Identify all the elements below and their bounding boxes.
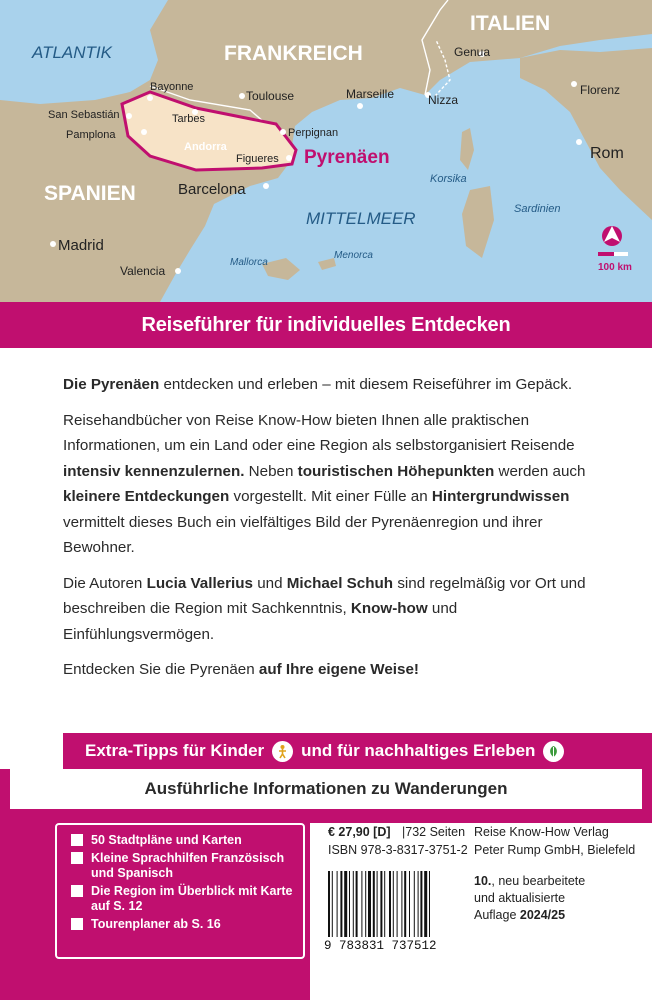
barcode-number: 9 783831 737512 — [324, 939, 468, 953]
city-perpignan: Perpignan — [288, 127, 339, 139]
paragraph-3: Die Autoren Lucia Vallerius und Michael Schuh sind regelmäßig vor Ort und beschreiben die Region mit Sachkenntnis, Know-how und Einfühlungsvermögen. — [63, 574, 586, 643]
checkbox-icon — [71, 885, 83, 897]
city-rom: Rom — [590, 145, 624, 162]
island-menorca: Menorca — [334, 250, 373, 261]
publisher-address: Peter Rump GmbH, Bielefeld — [474, 843, 636, 857]
publication-info — [310, 823, 652, 1000]
extra-tips-sustainable: und für nachhaltiges Erleben — [301, 741, 536, 760]
edition-line-1: 10., neu bearbeitete — [474, 874, 586, 888]
isbn: ISBN 978-3-8317-3751-2 — [328, 843, 468, 857]
hiking-banner: Ausführliche Informationen zu Wanderungen — [10, 769, 642, 809]
feature-item: Tourenplaner ab S. 16 — [71, 917, 295, 932]
city-genua: Genua — [454, 45, 491, 59]
city-pamplona: Pamplona — [66, 129, 116, 141]
city-figueres: Figueres — [236, 153, 279, 165]
city-florenz: Florenz — [580, 83, 621, 97]
city-bayonne: Bayonne — [150, 81, 194, 93]
checkbox-icon — [71, 834, 83, 846]
country-frankreich: FRANKREICH — [224, 42, 363, 65]
scale-label: 100 km — [598, 262, 632, 273]
feature-item: 50 Stadtpläne und Karten — [71, 833, 295, 848]
city-tarbes: Tarbes — [172, 113, 206, 125]
extra-tips-strip — [63, 733, 652, 769]
feature-item: Die Region im Überblick mit Karte auf S. 12 — [71, 884, 295, 914]
child-icon — [272, 741, 293, 762]
sea-atlantik: ATLANTIK — [32, 43, 112, 62]
price: € 27,90 [D] — [328, 825, 391, 839]
edition-line-2: und aktualisierte — [474, 891, 566, 905]
headline-banner — [0, 302, 652, 348]
edition-line-3: Auflage 2024/25 — [474, 908, 566, 922]
feature-item: Kleine Sprachhilfen Französisch und Spanisch — [71, 851, 295, 881]
north-arrow-icon — [602, 226, 622, 246]
city-madrid: Madrid — [58, 237, 104, 254]
country-spanien: SPANIEN — [44, 182, 136, 205]
overview-map — [0, 0, 652, 302]
checkbox-icon — [71, 852, 83, 864]
sea-mittelmeer: MITTELMEER — [306, 209, 416, 228]
publisher-name: Reise Know-How Verlag — [474, 825, 609, 839]
leaf-icon — [543, 741, 564, 762]
paragraph-4: Entdecken Sie die Pyrenäen auf Ihre eigene Weise! — [63, 661, 419, 678]
checkbox-icon — [71, 918, 83, 930]
description-text — [63, 372, 603, 693]
city-barcelona: Barcelona — [178, 181, 246, 198]
country-italien: ITALIEN — [470, 12, 551, 35]
paragraph-2: Reisehandbücher von Reise Know-How bieten Ihnen alle praktischen Informationen, um ein Land oder eine Region als selbstorganisiert Reisende intensiv kennenzulernen. Neben touristischen Höhepunkten werden auch kleinere Entdeckungen vorgestellt. Mit einer Fülle an Hintergrundwissen vermittelt dieses Buch ein vielfältiges Bild der Pyrenäenregion und ihrer Bewohner. — [63, 411, 586, 556]
region-label: Pyrenäen — [304, 147, 390, 168]
page-count: |732 Seiten — [402, 825, 466, 839]
city-marseille: Marseille — [346, 87, 395, 101]
island-sardinien: Sardinien — [514, 203, 561, 215]
city-valencia: Valencia — [120, 264, 166, 278]
scale-bar — [598, 252, 614, 256]
island-korsika: Korsika — [430, 173, 467, 185]
headline-text: Reiseführer für individuelles Entdecken — [141, 313, 511, 336]
city-toulouse: Toulouse — [246, 89, 295, 103]
city-andorra: Andorra — [184, 141, 227, 153]
paragraph-1: Die Pyrenäen entdecken und erleben – mit diesem Reiseführer im Gepäck. — [63, 376, 573, 393]
city-san-sebastian: San Sebastián — [48, 109, 120, 121]
city-nizza: Nizza — [428, 93, 459, 107]
island-mallorca: Mallorca — [230, 257, 268, 268]
extra-tips-kids: Extra-Tipps für Kinder — [85, 741, 265, 760]
features-box — [55, 823, 305, 959]
